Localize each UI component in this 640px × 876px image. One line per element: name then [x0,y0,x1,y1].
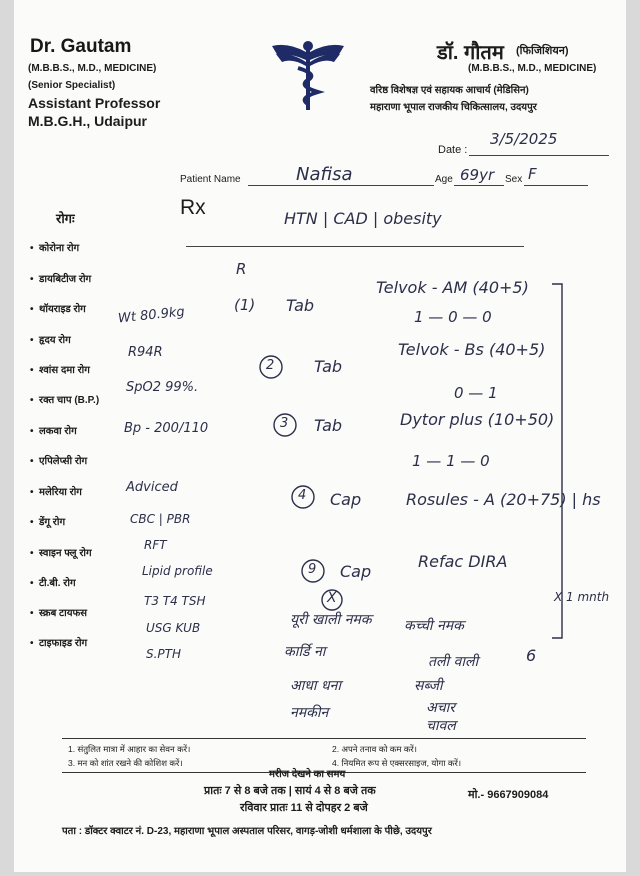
duration-bracket [550,282,572,642]
cross-mark: X [327,590,337,606]
side-mark: 6 [526,646,537,665]
timing-sunday: रविवार प्रातः 11 से दोपहर 2 बजे [240,802,368,814]
instruction-item: 1. संतुलित मात्रा में आहार का सेवन करें। [68,744,191,754]
med-dose: 1 — 0 — 0 [414,308,492,326]
doctor-title-hindi: वरिष्ठ विशेषज्ञ एवं सहायक आचार्य (मेडिसिन) [370,85,529,96]
diet-note: यूरी खाली नमक [290,612,372,628]
med-name: Dytor plus (10+50) [400,410,555,429]
prescription-sheet [14,0,626,872]
vital-spo2: SpO2 99%. [126,380,199,395]
med-name: Telvok - AM (40+5) [376,278,529,297]
med-form: Cap [340,562,372,581]
date-line [469,155,609,156]
footer-divider [62,738,586,739]
disease-item: • श्वांस दमा रोग [30,365,90,376]
mobile-number: मो.- 9667909084 [468,789,549,801]
age-value: 69yr [460,166,495,184]
rx-symbol: Rx [180,196,206,219]
disease-item: • टाइफाइड रोग [30,638,88,649]
instruction-item: 3. मन को शांत रखने की कोशिश करें। [68,758,183,768]
diet-note: आधा धना [290,678,342,694]
advice-heading: Adviced [126,480,178,495]
disease-item: • डेंगू रोग [30,517,66,528]
med-name: Telvok - Bs (40+5) [398,340,546,359]
doctor-name-hindi: डॉ. गौतम [437,42,504,64]
sex-label: Sex [505,174,523,185]
advice-item: S.PTH [146,647,182,661]
disease-item: • स्क्रब टायफस [30,608,87,619]
disease-item: • टी.बी. रोग [30,578,76,589]
doctor-qualification-hindi-side: (M.B.B.S., M.D., MEDICINE) [468,63,597,74]
timing-label: मरीज देखने का समय [269,769,346,780]
patient-name-value: Nafisa [296,164,353,185]
date-label: Date : [438,144,468,156]
sex-line [524,185,588,186]
duration-text: X 1 mnth [554,590,610,604]
vital-pulse: R94R [128,345,163,360]
address: पता : डॉक्टर क्वाटर नं. D-23, महाराणा भूपाल अस्पताल परिसर, वागड़-जोशी धर्मशाला के पीछे, उदयपुर [62,826,432,837]
doctor-name-english: Dr. Gautam [30,36,132,57]
instruction-item: 2. अपने तनाव को कम करें। [332,744,417,754]
med-dose: 1 — 1 — 0 [412,452,490,470]
diagnosis: HTN | CAD | obesity [284,209,442,228]
disease-item: • हृदय रोग [30,335,71,346]
med-num: 3 [280,416,289,431]
med-name: Refac DIRA [418,552,508,571]
age-line [454,185,504,186]
doctor-specialty-english: (Senior Specialist) [28,80,116,91]
med-form: Tab [314,416,343,435]
doctor-qualification-english: (M.B.B.S., M.D., MEDICINE) [28,63,157,74]
med-form: Tab [314,357,343,376]
instruction-item: 4. नियमित रूप से एक्सरसाइज, योगा करें। [332,758,462,768]
vital-bp: Bp - 200/110 [124,421,209,436]
med-form: Cap [330,490,362,509]
disease-item: • मलेरिया रोग [30,487,82,498]
doctor-title-english: Assistant Professor [28,95,161,111]
diagnosis-line [186,246,524,247]
sex-value: F [528,165,537,183]
med-num: 4 [298,488,307,503]
med-dose: 0 — 1 [454,384,498,402]
patient-name-label: Patient Name [180,174,241,185]
diet-note: चावल [426,718,456,734]
advice-item: Lipid profile [142,564,213,578]
disease-item: • लकवा रोग [30,426,77,437]
med-num: (1) [234,296,256,314]
med-name: Rosules - A (20+75) | hs [406,490,601,509]
disease-item: • रक्त चाप (B.P.) [30,395,100,406]
diet-note: कार्डि ना [284,644,326,660]
date-value: 3/5/2025 [490,130,558,148]
med-num: 9 [308,562,317,577]
advice-item: CBC | PBR [130,512,191,526]
advice-item: RFT [144,538,167,552]
doctor-hospital-english: M.B.G.H., Udaipur [28,113,147,129]
disease-heading: रोगः [56,211,75,226]
disease-item: • डायबिटीज रोग [30,274,92,285]
doctor-tag-hindi: (फिजिशियन) [516,45,569,57]
disease-item: • स्वाइन फ्लू रोग [30,548,92,559]
patient-name-line [248,185,434,186]
caduceus-logo-icon [268,34,348,114]
disease-item: • एपिलेप्सी रोग [30,456,88,467]
rx-mark: R [236,260,247,278]
doctor-hospital-hindi: महाराणा भूपाल राजकीय चिकित्सालय, उदयपुर [370,102,537,113]
diet-note: कच्ची नमक [404,618,464,634]
diet-note: अचार [426,700,455,716]
disease-item: • कोरोना रोग [30,243,80,254]
diet-note: सब्जी [414,678,443,694]
advice-item: T3 T4 TSH [144,594,206,608]
age-label: Age [435,174,453,185]
disease-item: • थॉयराइड रोग [30,304,86,315]
diet-note: नमकीन [290,705,329,721]
med-num: 2 [266,358,275,373]
advice-item: USG KUB [146,621,201,635]
vital-weight: Wt 80.9kg [117,304,186,327]
timing-weekday: प्रातः 7 से 8 बजे तक | सायं 4 से 8 बजे तक [204,785,376,797]
med-form: Tab [286,296,315,315]
diet-note: तली वाली [428,654,479,670]
